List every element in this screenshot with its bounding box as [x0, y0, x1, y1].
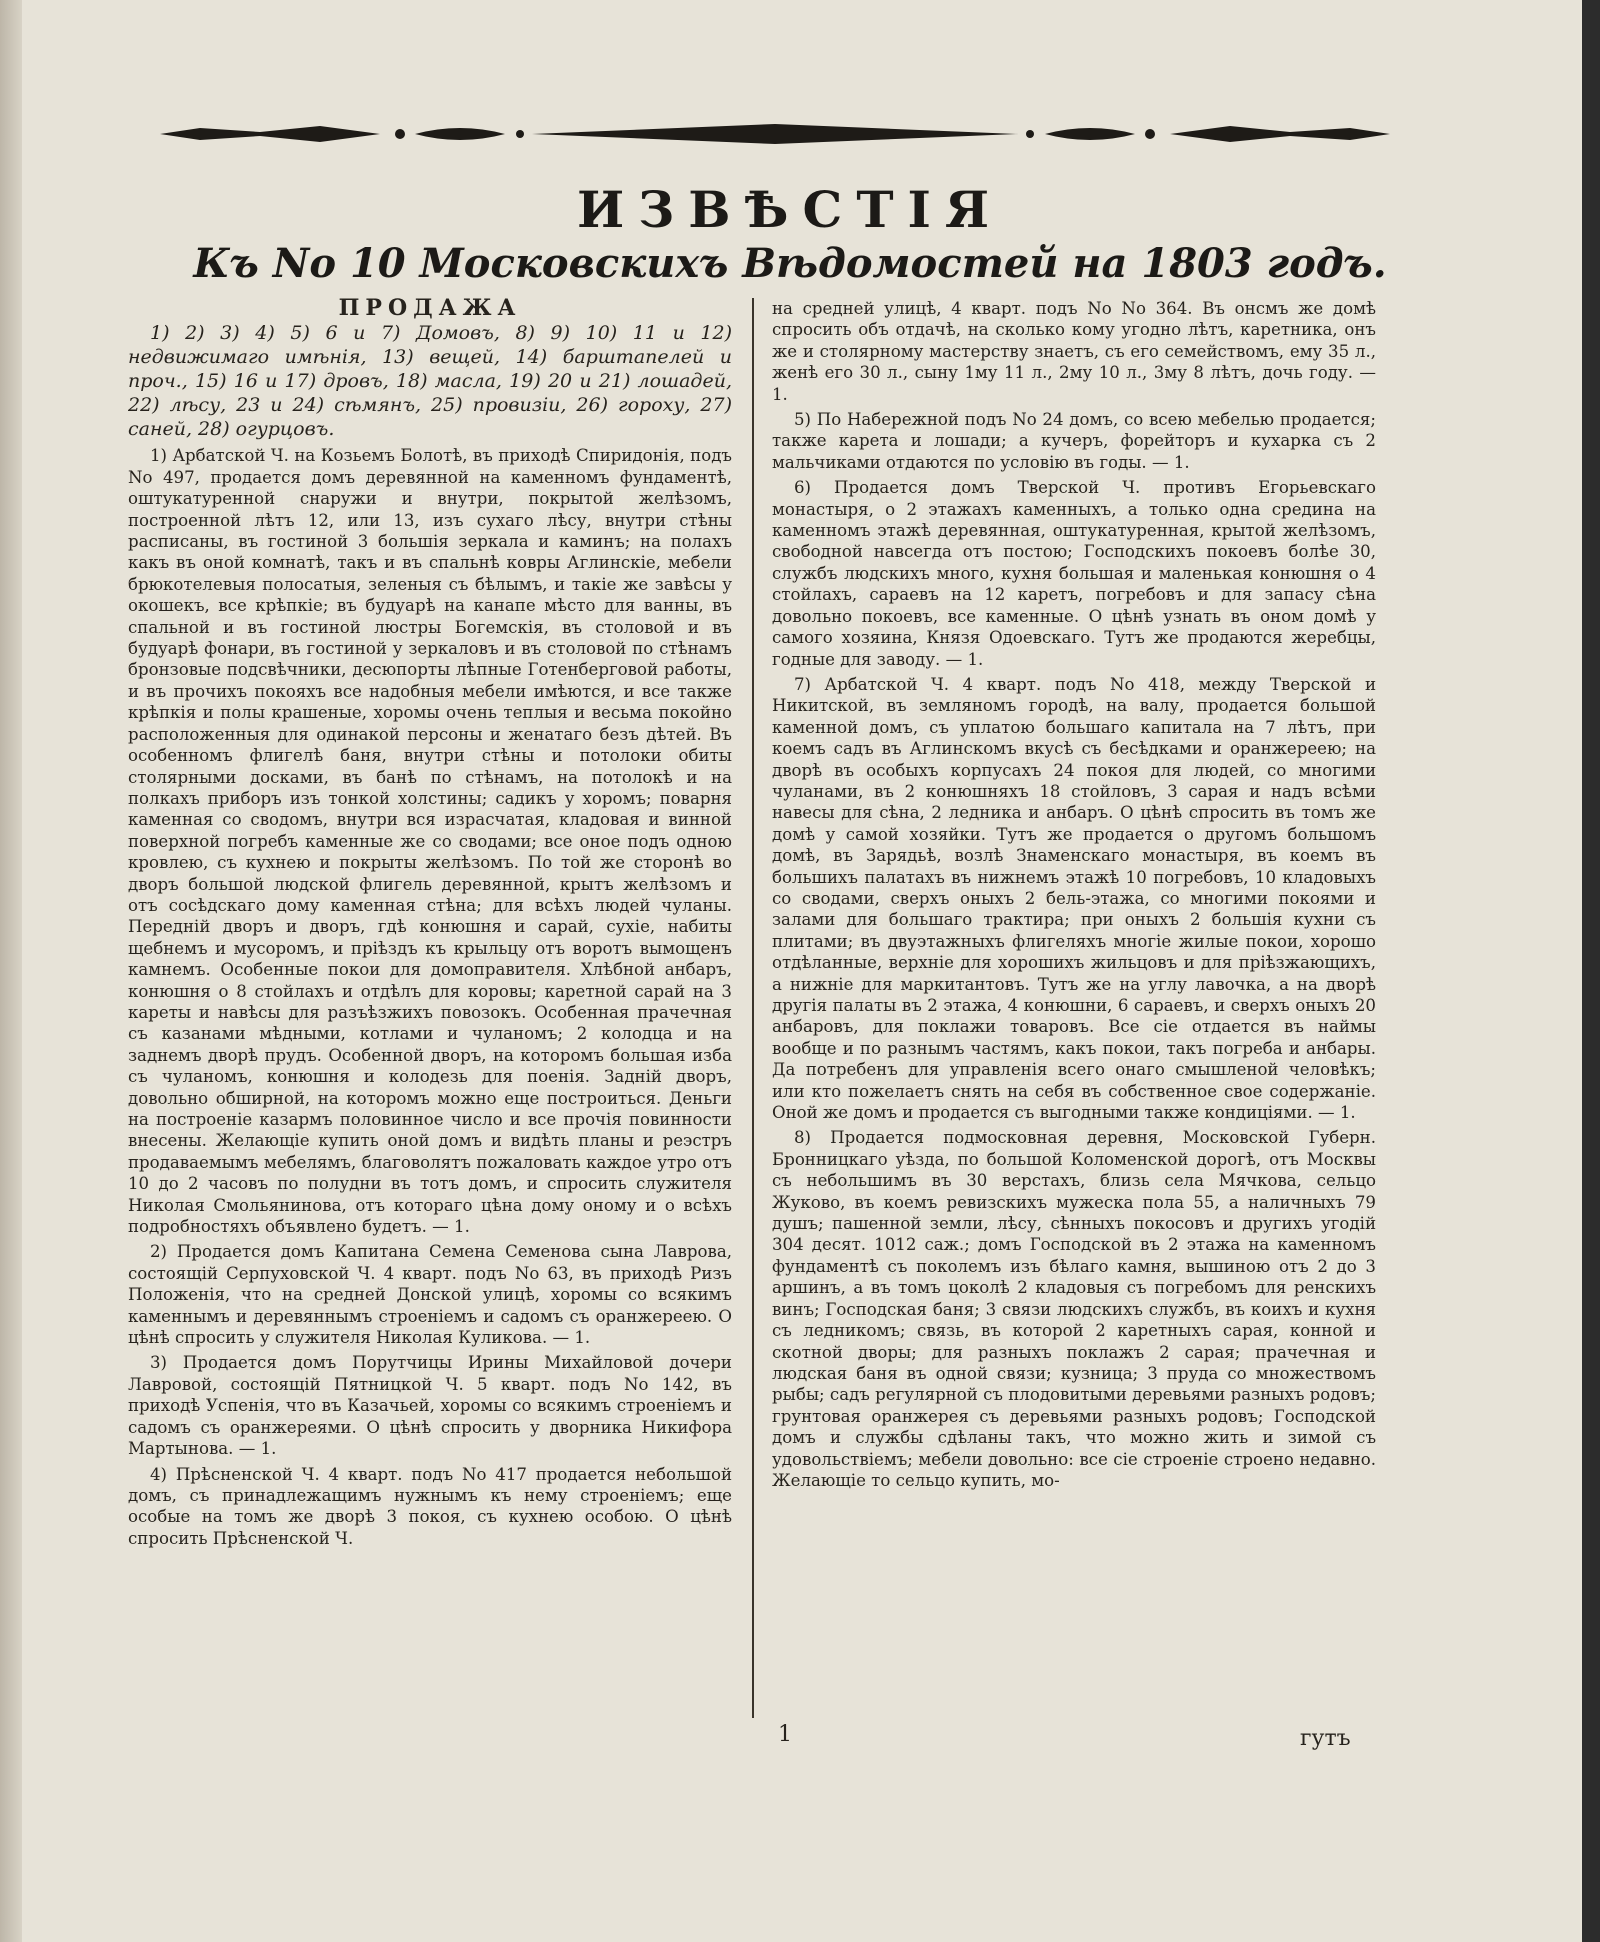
right-column: [772, 298, 1376, 1708]
listing-paragraph: 7) Арбатской Ч. 4 кварт. подъ No 418, между Тверской и Никитской, въ земляномъ городѣ, на валу, продается большой каменной домъ, съ уплатою большаго капитала на 7 лѣтъ, при коемъ садъ въ Аглинскомъ вкусѣ съ бесѣдками и оранжереею; на дворѣ въ особыхъ корпусахъ 24 покоя для людей, со многими чуланами, въ 2 конюшняхъ 18 стойловъ, 3 сарая и надъ всѣми навесы для сѣна, 2 ледника и анбаръ. О цѣнѣ спросить въ томъ же домѣ у самой хозяйки. Тутъ же продается о другомъ большомъ домѣ, въ Зарядьѣ, возлѣ Знаменскаго монастыря, въ коемъ въ большихъ палатахъ въ нижнемъ этажѣ 10 погребовъ, 10 кладовыхъ со сводами, сверхъ оныхъ 2 бель-этажа, со многими покоями и залами для большаго трактира; при оныхъ 2 большія кухни съ плитами; въ двуэтажныхъ флигеляхъ многіе жилые покои, хорошо отдѣланные, верхніе для хорошихъ жильцовъ и для пріѣзжающихъ, а нижніе для маркитантовъ. Тутъ же на углу лавочка, а на дворѣ другія палаты въ 2 этажа, 4 конюшни, 6 сараевъ, и сверхъ оныхъ 20 анбаровъ, для поклажи товаровъ. Все сіе отдается въ наймы вообще и по разнымъ частямъ, какъ покои, такъ погреба и анбары. Да потребенъ для управленія всего онаго смышленой человѣкъ; или кто пожелаетъ снять на себя въ собственное свое содержаніе. Оной же домъ и продается съ выгодными также кондиціями. — 1.: [772, 674, 1376, 1123]
listing-paragraph: 1) Арбатской Ч. на Козьемъ Болотѣ, въ приходѣ Спиридонія, подъ No 497, продается домъ деревянной на каменномъ фундаментѣ, оштукатуренной снаружи и внутри, покрытой желѣзомъ, построенной лѣтъ 12, или 13, изъ сухаго лѣсу, внутри стѣны расписаны, въ гостиной 3 большія зеркала и каминъ; на полахъ какъ въ оной комнатѣ, такъ и въ спальнѣ ковры Аглинскіе, мебели брюкотелевыя полосатыя, зеленыя съ бѣлымъ, и такіе же завѣсы у окошекъ, все крѣпкіе; въ будуарѣ на канапе мѣсто для ванны, въ спальной и въ гостиной люстры Богемскія, въ столовой и въ будуарѣ фонари, въ гостиной у зеркаловъ и въ столовой по стѣнамъ бронзовые подсвѣчники, десюпорты лѣпные Готенберговой работы, и въ прочихъ покояхъ все надобныя мебели имѣются, и все также крѣпкія и полы крашеные, хоромы очень теплыя и весьма покойно расположенныя для одинакой персоны и женатаго безъ дѣтей. Въ особенномъ флигелѣ баня, внутри стѣны и потолоки обиты столярными досками, въ банѣ по стѣнамъ, на потолокѣ и на полкахъ приборъ изъ тонкой холстины; садикъ у хоромъ; поварня каменная со сводомъ, внутри вся израсчатая, кладовая и винной поверхной погребъ каменные же со сводами; все оное подъ одною кровлею, съ кухнею и покрыты желѣзомъ. По той же сторонѣ во дворъ большой людской флигель деревянной, крытъ желѣзомъ и отъ сосѣдскаго дому каменная стѣна; для всѣхъ людей чуланы. Передній дворъ и дворъ, гдѣ конюшня и сарай, сухіе, набиты щебнемъ и мусоромъ, и пріѣздъ къ крыльцу отъ воротъ вымощенъ камнемъ. Особенные покои для домоправителя. Хлѣбной анбаръ, конюшня о 8 стойлахъ и отдѣлъ для коровы; каретной сарай на 3 кареты и навѣсы для разъѣзжихъ повозокъ. Особенная прачечная съ казанами мѣдными, котлами и чуланомъ; 2 колодца и на заднемъ дворѣ прудъ. Особенной дворъ, на которомъ большая изба съ чуланомъ, конюшня и колодезь для поенія. Задній дворъ, довольно обширной, на которомъ можно еще построиться. Деньги на построеніе казармъ половинное число и все прочія повинности внесены. Желающіе купить оной домъ и видѣть планы и реэстръ продаваемымъ мебелямъ, благоволятъ пожаловать каждое утро отъ 10 до 2 часовъ по полудни въ тотъ домъ, и спросить служителя Николая Смольянинова, отъ котораго цѣна дому оному и о всѣхъ подробностяхъ объявлено будетъ. — 1.: [128, 446, 732, 1237]
listing-paragraph: 4) Прѣсненской Ч. 4 кварт. подъ No 417 продается небольшой домъ, съ принадлежащимъ нужнымъ къ нему строеніемъ; еще особые на томъ же дворѣ 3 покоя, съ кухнею особою. О цѣнѣ спросить Прѣсненской Ч.: [128, 1464, 732, 1548]
category-list: 1) 2) 3) 4) 5) 6 и 7) Домовъ, 8) 9) 10) 11 и 12) недвижимаго имѣнія, 13) вещей, 14) барштапелей и проч., 15) 16 и 17) дровъ, 18) масла, 19) 20 и 21) лошадей, 22) лѣсу, 23 и 24) сѣмянъ, 25) провизіи, 26) гороху, 27) саней, 28) огурцовъ.: [128, 322, 732, 441]
listing-paragraph: на средней улицѣ, 4 кварт. подъ No No 364. Въ онсмъ же домѣ спросить объ отдачѣ, на сколько кому угодно лѣтъ, каретника, онъ же и столярному мастерству знаетъ, съ его семействомъ, ему 35 л., женѣ его 30 л., сыну 1му 11 л., 2му 10 л., 3му 8 лѣтъ, дочь году. — 1.: [772, 299, 1376, 404]
masthead-subtitle: Къ No 10 Московскихъ Вѣдомостей на 1803 годъ.: [193, 240, 1387, 287]
binding-gutter: [0, 0, 22, 1942]
listing-paragraph: 3) Продается домъ Порутчицы Ирины Михайловой дочери Лавровой, состоящій Пятницкой Ч. 5 кварт. подъ No 142, въ приходѣ Успенія, что въ Казачьей, хоромы со всякимъ строеніемъ и садомъ съ оранжереями. О цѣнѣ спросить у дворника Никифора Мартынова. — 1.: [128, 1353, 732, 1459]
listing-paragraph: 8) Продается подмосковная деревня, Московской Губерн. Бронницкаго уѣзда, по большой Коломенской дорогѣ, отъ Москвы съ небольшимъ въ 30 верстахъ, близь села Мячкова, сельцо Жуково, въ коемъ ревизскихъ мужеска пола 55, а наличныхъ 79 душъ; пашенной земли, лѣсу, сѣнныхъ покосовъ и другихъ угодій 304 десят. 1012 саж.; домъ Господской въ 2 этажа на каменномъ фундаментѣ съ поколемъ изъ бѣлаго камня, вышиною отъ 2 до 3 аршинъ, а въ томъ цоколѣ 2 кладовыя съ погребомъ для ренскихъ винъ; Господская баня; 3 связи людскихъ службъ, въ коихъ и кухня съ ледникомъ; связь, въ которой 2 каретныхъ сарая, конной и скотной дворы; для разныхъ поклажъ 2 сарая; прачечная и людская баня въ одной связи; кузница; 3 пруда со множествомъ рыбы; садъ регулярной съ плодовитыми деревьями разныхъ родовъ; грунтовая оранжерея съ деревьями разныхъ родовъ; Господской домъ и службы сдѣланы такъ, что можно жить и зимой съ удовольствіемъ; мебели довольно: все сіе строеніе строено недавно. Желающіе то сельцо купить, мо-: [772, 1128, 1376, 1490]
signature-mark: 1: [778, 1722, 792, 1747]
listing-paragraph: 6) Продается домъ Тверской Ч. противъ Егорьевскаго монастыря, о 2 этажахъ каменныхъ, а только одна средина на каменномъ этажѣ деревянная, оштукатуренная, крытой желѣзомъ, свободной навсегда отъ постою; Господскихъ покоевъ болѣе 30, службъ людскихъ много, кухня большая и маленькая конюшня о 4 стойлахъ, сараевъ на 12 каретъ, погребовъ и для запасу сѣна довольно покоевъ, все каменные. О цѣнѣ узнать въ оном домѣ у самого хозяина, Князя Одоевскаго. Тутъ же продаются жеребцы, годные для заводу. — 1.: [772, 478, 1376, 669]
ornamental-rule: [160, 118, 1390, 150]
column-rule: [752, 298, 754, 1718]
left-column: [128, 298, 732, 1708]
section-heading: ПРОДАЖА: [338, 298, 522, 321]
catchword: гутъ: [1300, 1726, 1351, 1751]
listing-paragraph: 2) Продается домъ Капитана Семена Семенова сына Лаврова, состоящій Серпуховской Ч. 4 кварт. подъ No 63, въ приходѣ Ризъ Положенія, что на средней Донской улицѣ, хоромы со всякимъ каменнымъ и деревяннымъ строеніемъ и садомъ съ оранжереею. О цѣнѣ спросить у служителя Николая Куликова. — 1.: [128, 1242, 732, 1348]
listing-paragraph: 5) По Набережной подъ No 24 домъ, со всею мебелью продается; также карета и лошади; а кучеръ, форейторъ и кухарка съ 2 мальчиками отдаются по условію въ годы. — 1.: [772, 410, 1376, 472]
cover-edge: [1582, 0, 1600, 1942]
masthead-title: ИЗВѢСТІЯ: [576, 180, 1004, 239]
